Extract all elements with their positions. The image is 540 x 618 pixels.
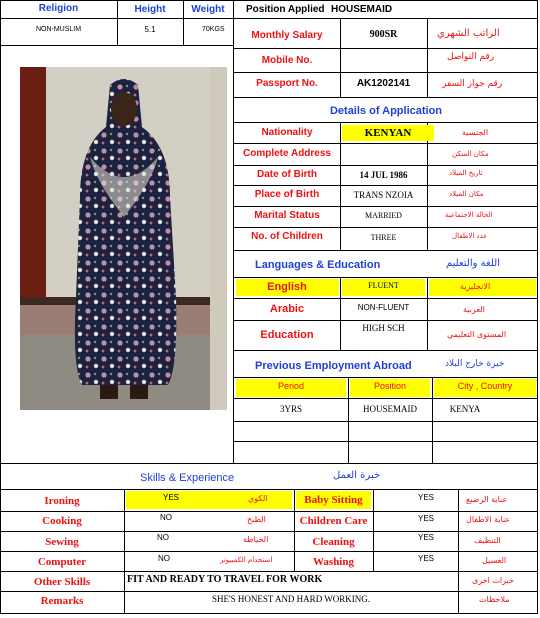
cooking-arabic: الطبخ bbox=[247, 515, 266, 524]
languages-arabic-title: اللغة والتعليم bbox=[446, 258, 500, 269]
children-care-arabic: عناية الاطفال bbox=[466, 515, 511, 524]
skills-arabic-title: خبرة العمل bbox=[333, 470, 381, 481]
other-skills-value: FIT AND READY TO TRAVEL FOR WORK bbox=[127, 574, 323, 585]
nationality-label: Nationality bbox=[261, 127, 313, 138]
other-skills-arabic: خبرات اخرى bbox=[472, 576, 514, 585]
children-care-label: Children Care bbox=[299, 515, 368, 527]
employment-period-1: 3YRS bbox=[279, 404, 302, 414]
baby-sitting-label: Baby Sitting bbox=[304, 494, 363, 506]
cooking-value: NO bbox=[160, 513, 172, 522]
employment-arabic-title: خبرة خارج البلاد bbox=[445, 359, 505, 369]
children-label: No. of Children bbox=[251, 231, 323, 242]
education-arabic: المستوى التعليمي bbox=[447, 330, 507, 339]
employment-title: Previous Employment Abroad bbox=[255, 360, 412, 372]
children-care-value: YES bbox=[418, 514, 435, 523]
children-value: THREE bbox=[370, 233, 397, 242]
height-label: Height bbox=[134, 4, 166, 15]
religion-label: Religion bbox=[38, 3, 79, 14]
employment-position-1: HOUSEMAID bbox=[363, 404, 417, 414]
passport-arabic: رقم جواز السفر bbox=[442, 79, 503, 89]
cleaning-label: Cleaning bbox=[312, 536, 355, 548]
baby-sitting-arabic: عناية الرضيع bbox=[466, 495, 508, 504]
position-label: Position Applied bbox=[246, 4, 325, 15]
arabic-value: NON-FLUENT bbox=[357, 303, 410, 312]
city-country-header: City , Country bbox=[457, 381, 513, 391]
pob-label: Place of Birth bbox=[254, 189, 320, 200]
remarks-label: Remarks bbox=[40, 595, 84, 607]
education-value: HIGH SCH bbox=[362, 323, 405, 333]
washing-value: YES bbox=[418, 554, 435, 563]
children-arabic: عدد الاطفال bbox=[452, 232, 488, 240]
other-skills-label: Other Skills bbox=[33, 576, 91, 588]
computer-label: Computer bbox=[37, 556, 87, 568]
passport-value: AK1202141 bbox=[356, 78, 411, 89]
education-label: Education bbox=[260, 329, 314, 341]
pob-arabic: مكان الميلاد bbox=[449, 190, 484, 198]
employment-country-1: KENYA bbox=[449, 404, 481, 414]
monthly-salary-arabic: الراتب الشهري bbox=[437, 28, 500, 39]
sewing-arabic: الخياطة bbox=[243, 535, 269, 544]
address-label: Complete Address bbox=[243, 148, 331, 159]
marital-label: Marital Status bbox=[254, 210, 320, 221]
cleaning-value: YES bbox=[418, 533, 435, 542]
remarks-arabic: ملاحظات bbox=[479, 595, 510, 604]
arabic-label: Arabic bbox=[269, 303, 305, 315]
computer-value: NO bbox=[158, 554, 170, 563]
skills-title: Skills & Experience bbox=[140, 472, 235, 484]
period-header: Period bbox=[277, 381, 304, 391]
ironing-arabic: الكوي bbox=[248, 494, 268, 503]
cleaning-arabic: التنظيف bbox=[474, 536, 501, 545]
dob-label: Date of Birth bbox=[257, 169, 317, 180]
pob-value: TRANS NZOIA bbox=[353, 190, 414, 200]
address-arabic: مكان السكن bbox=[452, 150, 489, 158]
mobile-label: Mobile No. bbox=[261, 55, 313, 66]
washing-label: Washing bbox=[313, 556, 354, 568]
weight-label: Weight bbox=[191, 4, 225, 15]
nationality-arabic: الجنسية bbox=[462, 128, 489, 137]
position-header: Position bbox=[373, 381, 407, 391]
details-title: Details of Application bbox=[329, 105, 443, 117]
marital-arabic: الحالة الاجتماعية bbox=[445, 211, 493, 219]
applicant-photo bbox=[20, 67, 227, 410]
passport-label: Passport No. bbox=[256, 78, 318, 89]
english-arabic: الانجليزية bbox=[460, 282, 491, 291]
monthly-salary-label: Monthly Salary bbox=[251, 30, 323, 41]
arabic-arabic: العربية bbox=[463, 305, 485, 314]
computer-arabic: استخدام الكمبيوتر bbox=[220, 556, 273, 564]
weight-value: 70KGS bbox=[202, 26, 225, 33]
ironing-value: YES bbox=[163, 493, 180, 502]
dob-arabic: تاريخ الميلاد bbox=[449, 169, 483, 177]
marital-value: MARRIED bbox=[365, 211, 402, 220]
religion-value: NON-MUSLIM bbox=[35, 26, 82, 33]
height-value: 5.1 bbox=[144, 25, 156, 34]
sewing-value: NO bbox=[157, 533, 169, 542]
position-value: HOUSEMAID bbox=[331, 4, 393, 15]
remarks-value: SHE'S HONEST AND HARD WORKING. bbox=[211, 594, 371, 604]
washing-arabic: الغسيل bbox=[482, 556, 507, 565]
ironing-label: Ironing bbox=[44, 495, 80, 507]
monthly-salary-value: 900SR bbox=[369, 29, 398, 40]
english-value: FLUENT bbox=[368, 281, 399, 290]
english-label: English bbox=[267, 281, 307, 293]
dob-value: 14 JUL 1986 bbox=[359, 170, 408, 180]
nationality-value: KENYAN bbox=[364, 127, 412, 139]
baby-sitting-value: YES bbox=[418, 493, 435, 502]
mobile-arabic: رقم التواصل bbox=[447, 52, 495, 62]
languages-title: Languages & Education bbox=[255, 259, 381, 271]
cooking-label: Cooking bbox=[42, 515, 82, 527]
sewing-label: Sewing bbox=[45, 536, 79, 548]
